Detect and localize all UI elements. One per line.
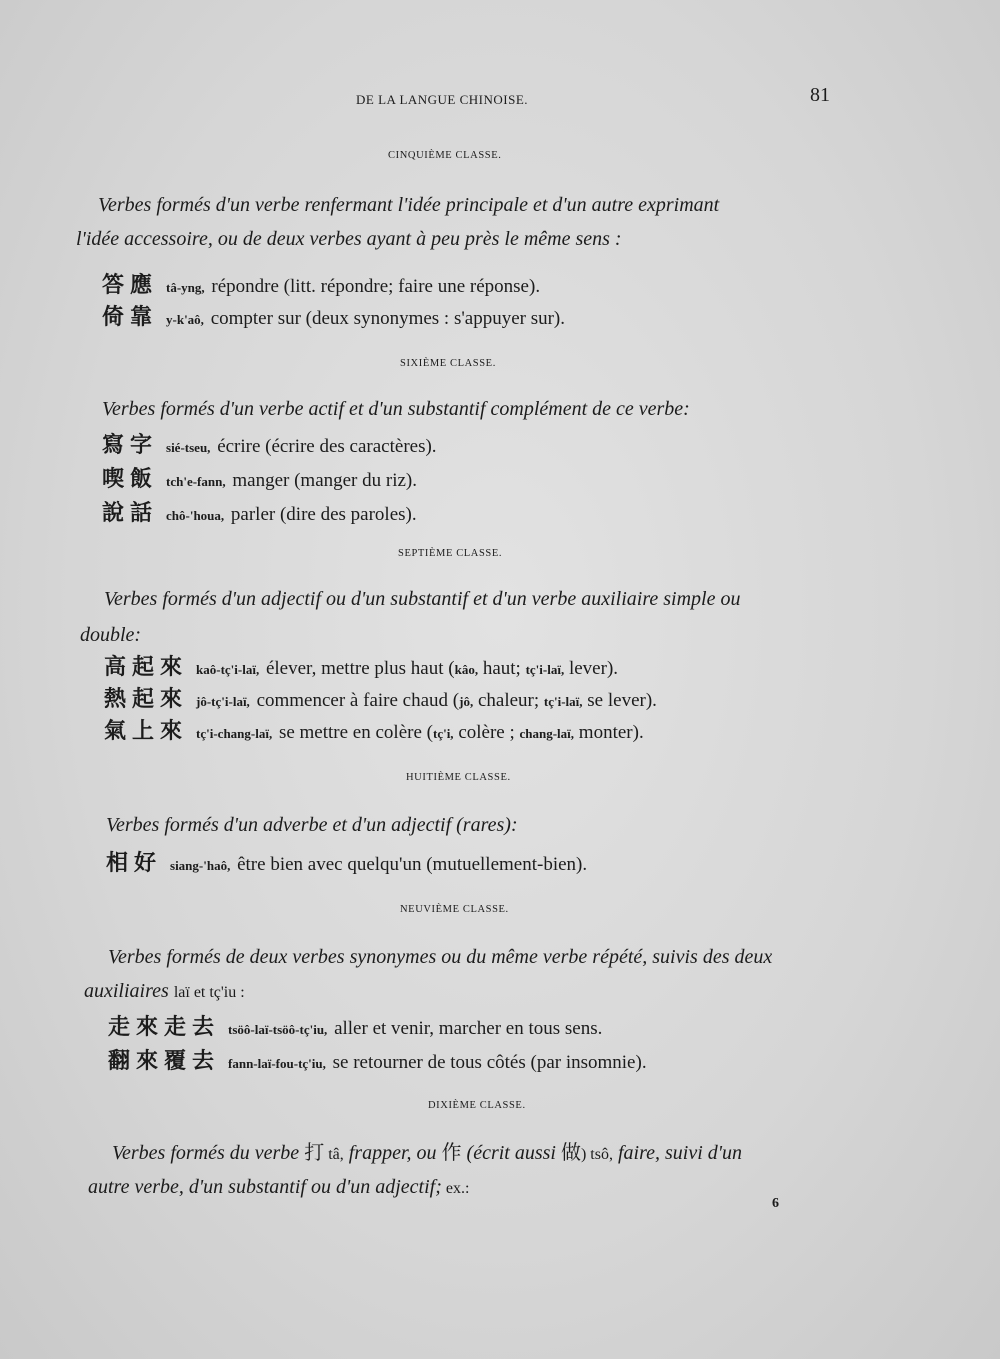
chinese-character-tso: 作 bbox=[441, 1142, 462, 1164]
definition: élever, mettre plus haut ( bbox=[261, 658, 455, 679]
intro-huitieme-line1: Verbes formés d'un adverbe et d'un adjectif (rares): bbox=[106, 814, 518, 836]
intro-text: faire, suivi d'un bbox=[612, 1142, 743, 1164]
chinese-characters: 翻來覆去 bbox=[108, 1049, 221, 1074]
entry-row bbox=[108, 1010, 602, 1041]
gloss-romanization: chang-laï, bbox=[519, 726, 575, 741]
heading-septieme: SEPTIÈME CLASSE. bbox=[398, 548, 503, 559]
intro-neuvieme-line2 bbox=[84, 974, 245, 1010]
intro-text: frapper, ou bbox=[343, 1142, 442, 1164]
intro-dixieme-line1 bbox=[112, 1136, 742, 1172]
intro-septieme-line2: double: bbox=[80, 624, 142, 646]
gloss: se lever). bbox=[582, 690, 657, 711]
intro-text: ) bbox=[580, 1146, 591, 1163]
gloss: monter). bbox=[574, 722, 644, 743]
heading-dixieme: DIXIÈME CLASSE. bbox=[428, 1100, 526, 1111]
entry-row bbox=[102, 428, 437, 459]
intro-sixieme-line1: Verbes formés d'un verbe actif et d'un substantif complément de ce verbe: bbox=[102, 398, 690, 420]
chinese-character-tso-variant: 做 bbox=[560, 1142, 581, 1164]
chinese-characters: 倚靠 bbox=[102, 305, 159, 330]
romanization: y-k'aô, bbox=[166, 312, 204, 327]
intro-text: et bbox=[189, 984, 210, 1001]
intro-text: : bbox=[236, 984, 245, 1001]
entry-row bbox=[104, 682, 657, 713]
entry-row bbox=[108, 1044, 647, 1075]
romanization: tch'e-fann, bbox=[166, 474, 226, 489]
entry-row bbox=[102, 462, 417, 493]
entry-row bbox=[106, 846, 587, 877]
heading-cinquieme: CINQUIÈME CLASSE. bbox=[388, 150, 502, 161]
chinese-characters: 熱起來 bbox=[104, 687, 189, 712]
definition: écrire (écrire des caractères). bbox=[212, 436, 437, 457]
particle-lai: laï bbox=[173, 984, 190, 1001]
entry-row bbox=[102, 300, 565, 331]
definition: se retourner de tous côtés (par insomnie). bbox=[327, 1052, 647, 1073]
gloss-romanization: kâo, bbox=[454, 662, 479, 677]
romanization: jô-tç'i-laï, bbox=[196, 694, 250, 709]
entry-row bbox=[102, 268, 540, 299]
gloss-romanization: tç'i-laï, bbox=[543, 694, 583, 709]
romanization: tâ-yng, bbox=[166, 280, 205, 295]
romanization: fann-laï-fou-tç'iu, bbox=[228, 1056, 326, 1071]
definition: se mettre en colère ( bbox=[274, 722, 433, 743]
intro-text: Verbes formés du verbe bbox=[112, 1142, 305, 1164]
particle-tciu: tç'iu bbox=[209, 984, 237, 1001]
chinese-characters: 相好 bbox=[106, 851, 163, 876]
gloss: chaleur; bbox=[473, 690, 544, 711]
intro-text: ex.: bbox=[441, 1180, 470, 1197]
definition: parler (dire des paroles). bbox=[226, 504, 417, 525]
definition: répondre (litt. répondre; faire une réponse). bbox=[206, 276, 541, 297]
definition: manger (manger du riz). bbox=[227, 470, 417, 491]
intro-text: (écrit aussi bbox=[461, 1142, 561, 1164]
intro-neuvieme-line1: Verbes formés de deux verbes synonymes ou du même verbe répété, suivis des deux bbox=[108, 946, 773, 968]
entry-row bbox=[102, 496, 417, 527]
heading-neuvieme: NEUVIÈME CLASSE. bbox=[400, 904, 509, 915]
chinese-characters: 走來走去 bbox=[108, 1015, 221, 1040]
entry-row bbox=[104, 650, 618, 681]
chinese-characters: 高起來 bbox=[104, 655, 189, 680]
chinese-characters: 答應 bbox=[102, 273, 159, 298]
gloss: lever). bbox=[564, 658, 619, 679]
definition: compter sur (deux synonymes : s'appuyer sur). bbox=[205, 308, 566, 329]
romanization-ta: tâ, bbox=[324, 1146, 344, 1163]
page-number: 81 bbox=[810, 84, 830, 106]
intro-text: auxiliaires bbox=[84, 980, 174, 1002]
heading-huitieme: HUITIÈME CLASSE. bbox=[406, 772, 511, 783]
running-title: DE LA LANGUE CHINOISE. bbox=[356, 92, 529, 107]
heading-sixieme: SIXIÈME CLASSE. bbox=[400, 358, 496, 369]
romanization: siang-'haô, bbox=[170, 858, 231, 873]
romanization: tsöô-laï-tsöô-tç'iu, bbox=[228, 1022, 328, 1037]
definition: commencer à faire chaud ( bbox=[251, 690, 460, 711]
romanization-tso: tsô, bbox=[590, 1146, 613, 1163]
chinese-character-ta: 打 bbox=[304, 1142, 325, 1164]
romanization: tç'i-chang-laï, bbox=[196, 726, 273, 741]
entry-row bbox=[104, 714, 644, 745]
gloss: colère ; bbox=[453, 722, 520, 743]
gloss-romanization: tç'i-laï, bbox=[525, 662, 565, 677]
definition: être bien avec quelqu'un (mutuellement-bien). bbox=[232, 854, 588, 875]
romanization: chô-'houa, bbox=[166, 508, 225, 523]
chinese-characters: 說話 bbox=[102, 501, 159, 526]
chinese-characters: 喫飯 bbox=[102, 467, 159, 492]
intro-cinquieme-line2: l'idée accessoire, ou de deux verbes ayant à peu près le même sens : bbox=[76, 228, 622, 250]
gloss-romanization: tç'i, bbox=[432, 726, 454, 741]
gloss: haut; bbox=[478, 658, 526, 679]
romanization: sié-tseu, bbox=[166, 440, 211, 455]
chinese-characters: 寫字 bbox=[102, 433, 159, 458]
intro-text: autre verbe, d'un substantif ou d'un adjectif; bbox=[88, 1176, 442, 1198]
signature-mark: 6 bbox=[772, 1196, 779, 1211]
intro-dixieme-line2 bbox=[88, 1170, 469, 1206]
intro-cinquieme-line1: Verbes formés d'un verbe renfermant l'idée principale et d'un autre exprimant bbox=[98, 194, 720, 216]
chinese-characters: 氣上來 bbox=[104, 719, 189, 744]
gloss-romanization: jô, bbox=[459, 694, 474, 709]
definition: aller et venir, marcher en tous sens. bbox=[329, 1018, 603, 1039]
intro-septieme-line1: Verbes formés d'un adjectif ou d'un substantif et d'un verbe auxiliaire simple ou bbox=[104, 588, 741, 610]
romanization: kaô-tç'i-laï, bbox=[196, 662, 260, 677]
